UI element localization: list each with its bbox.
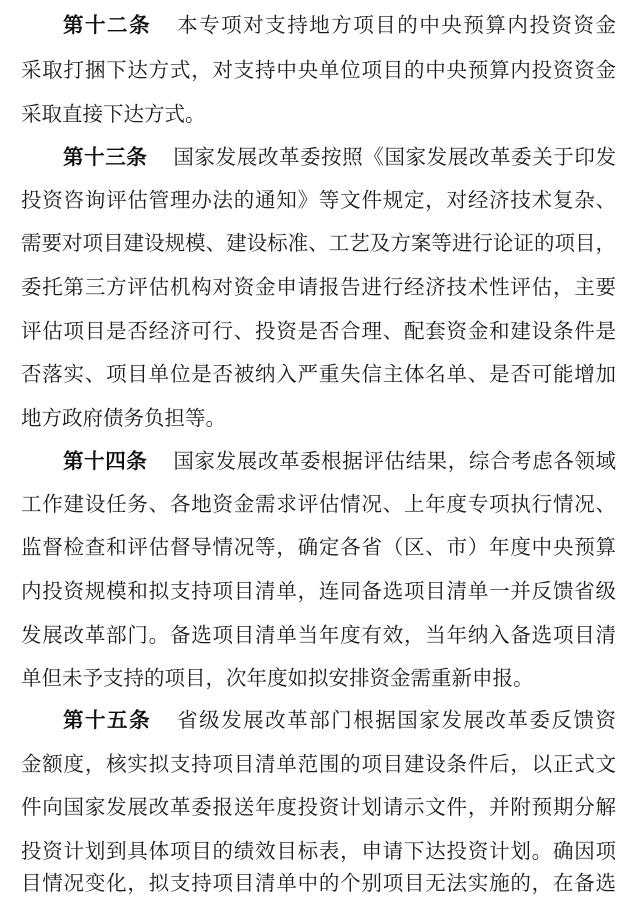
article-14-line-5: 发展改革部门。备选项目清单当年度有效，当年纳入备选项目清 [21, 623, 616, 647]
article-13-line-5: 评估项目是否经济可行、投资是否合理、配套资金和建设条件是 [21, 319, 616, 343]
article-13-line-2: 投资咨询评估管理办法的通知》等文件规定，对经济技术复杂、 [21, 188, 616, 212]
article-15-label: 第十五条 [63, 708, 152, 732]
article-13-line-6: 否落实、项目单位是否被纳入严重失信主体名单、是否可能增加 [21, 362, 616, 386]
article-14-line-4: 内投资规模和拟支持项目清单，连同备选项目清单一并反馈省级 [21, 579, 616, 603]
article-15-line-1 [63, 700, 616, 740]
article-13-line-3: 需要对项目建设规模、建设标准、工艺及方案等进行论证的项目， [21, 231, 616, 255]
article-13-line-1 [63, 137, 616, 177]
article-14-label: 第十四条 [63, 449, 148, 473]
article-15-line-4: 投资计划到具体项目的绩效目标表，申请下达投资计划。确因项 [21, 839, 616, 863]
article-12-line-1 [63, 5, 616, 45]
article-13-text-1: 国家发展改革委按照《国家发展改革委关于印发 [173, 145, 617, 169]
article-12-line-3: 采取直接下达方式。 [21, 102, 206, 126]
article-15-text-1: 省级发展改革部门根据国家发展改革委反馈资 [177, 708, 617, 732]
article-14-line-6: 单但未予支持的项目，次年度如拟安排资金需重新申报。 [21, 666, 534, 690]
article-13-label: 第十三条 [63, 145, 148, 169]
article-12-line-2: 采取打捆下达方式，对支持中央单位项目的中央预算内投资资金 [21, 58, 616, 82]
article-14-line-2: 工作建设任务、各地资金需求评估情况、上年度专项执行情况、 [21, 492, 616, 516]
article-14-text-1: 国家发展改革委根据评估结果，综合考虑各领域 [173, 449, 617, 473]
article-14-line-1 [63, 441, 616, 481]
article-15-line-3: 件向国家发展改革委报送年度投资计划请示文件，并附预期分解 [21, 795, 616, 819]
article-14-line-3: 监督检查和评估督导情况等，确定各省（区、市）年度中央预算 [21, 535, 616, 559]
article-15-line-5: 目情况变化，拟支持项目清单中的个别项目无法实施的，在备选 [21, 871, 616, 895]
article-15-line-2: 金额度，核实拟支持项目清单范围的项目建设条件后，以正式文 [21, 752, 616, 776]
article-13-line-7: 地方政府债务负担等。 [21, 406, 226, 430]
article-12-text-1: 本专项对支持地方项目的中央预算内投资资金 [177, 13, 617, 37]
article-12-label: 第十二条 [63, 13, 152, 37]
article-13-line-4: 委托第三方评估机构对资金申请报告进行经济技术性评估，主要 [21, 275, 616, 299]
